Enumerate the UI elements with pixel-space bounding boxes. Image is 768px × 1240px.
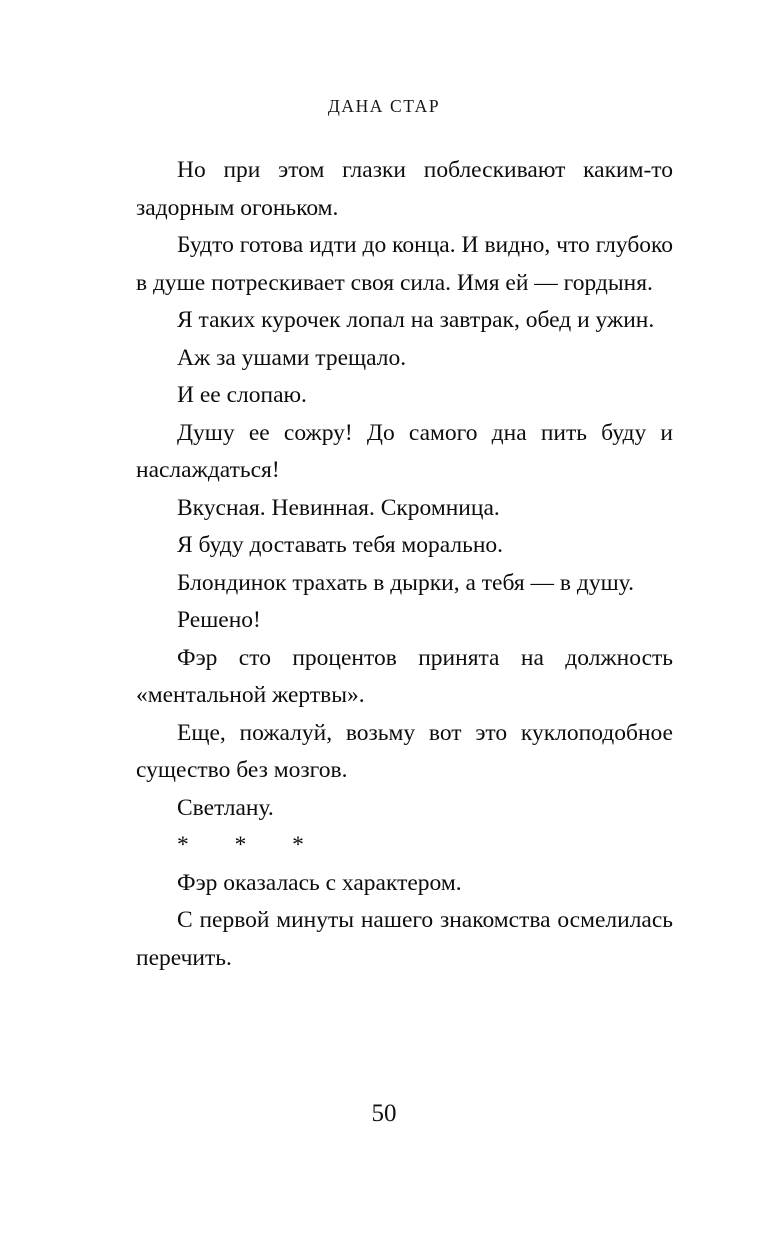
paragraph: Еще, пожалуй, возьму вот это куклоподобное существо без мозгов. xyxy=(136,719,673,783)
paragraph: Вкусная. Невинная. Скромница. xyxy=(177,494,500,521)
paragraph: Фэр сто процентов принята на должность «ментальной жертвы». xyxy=(136,644,673,708)
paragraph: Я буду доставать тебя морально. xyxy=(177,532,504,558)
paragraph: И ее слопаю. xyxy=(177,382,307,408)
paragraph: Фэр оказалась с характером. xyxy=(177,869,462,896)
paragraph: Аж за ушами трещало. xyxy=(177,344,407,371)
body-text xyxy=(136,152,673,977)
section-divider: * * * xyxy=(177,832,324,858)
paragraph: Я таких курочек лопал на завтрак, обед и ужин. xyxy=(177,307,655,333)
paragraph: Блондинок трахать в дырки, а тебя — в душу. xyxy=(177,569,634,596)
paragraph: Будто готова идти до конца. И видно, что глубоко в душе потрескивает своя сила. Имя ей — гордыня. xyxy=(136,232,673,296)
paragraph: Решено! xyxy=(177,607,261,633)
paragraph: Светлану. xyxy=(177,794,274,821)
running-head: ДАНА СТАР xyxy=(327,96,441,116)
paragraph: Но при этом глазки поблескивают каким-то задорным огоньком. xyxy=(136,157,673,221)
paragraph: С первой минуты нашего знакомства осмелилась перечить. xyxy=(136,907,673,971)
paragraph: Душу ее сожру! До самого дна пить буду и наслаждаться! xyxy=(136,419,673,483)
page-number: 50 xyxy=(371,1100,397,1127)
